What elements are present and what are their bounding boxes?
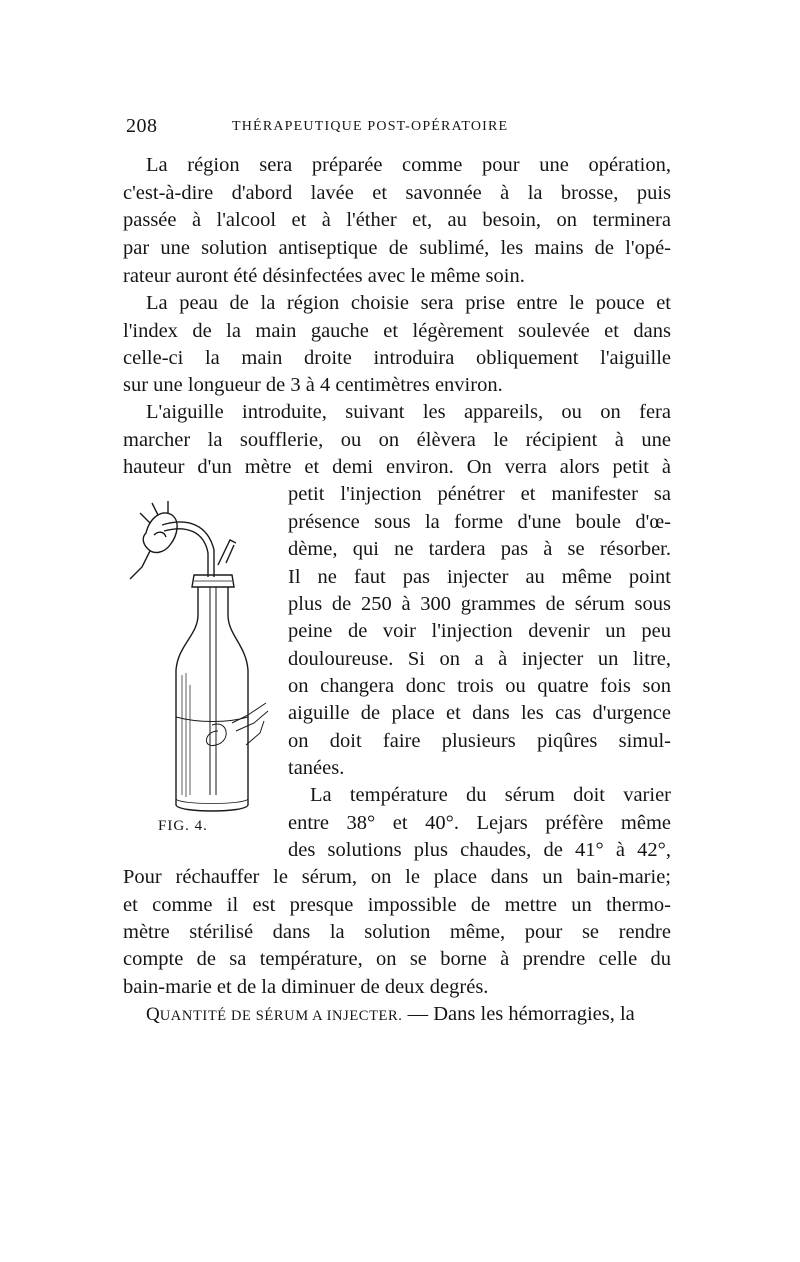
text-line: présence sous la forme d'une boule d'œ-	[288, 511, 671, 533]
text-line: La peau de la région choisie sera prise entre le pouce et	[146, 292, 671, 314]
text-line: celle-ci la main droite introduira obliquement l'aiguille	[123, 347, 671, 369]
figure-caption: FIG. 4.	[158, 818, 208, 834]
text-line: hauteur d'un mètre et demi environ. On verra alors petit à	[123, 456, 671, 478]
section-heading: UANTITÉ DE SÉRUM A INJECTER.	[159, 1008, 403, 1024]
text-line: aiguille de place et dans les cas d'urgence	[288, 702, 671, 724]
text-line: on doit faire plusieurs piqûres simul-	[288, 730, 671, 752]
text-line: rateur auront été désinfectées avec le même soin.	[123, 265, 525, 287]
text-line: mètre stérilisé dans la solution même, pour se rendre	[123, 921, 671, 943]
text-line: compte de sa température, on se borne à prendre celle du	[123, 948, 671, 970]
text-line: sur une longueur de 3 à 4 centimètres environ.	[123, 374, 503, 396]
text-line: passée à l'alcool et à l'éther et, au besoin, on terminera	[123, 209, 671, 231]
text-line: peine de voir l'injection devenir un peu	[288, 620, 671, 642]
text-line: on changera donc trois ou quatre fois son	[288, 675, 671, 697]
serum-bottle-illustration	[128, 495, 278, 845]
page-number: 208	[126, 115, 158, 137]
text-line: Il ne faut pas injecter au même point	[288, 566, 671, 588]
section-heading-line	[146, 999, 635, 1029]
page-header	[126, 115, 671, 141]
text-line: La température du sérum doit varier	[310, 784, 671, 806]
text-line: l'index de la main gauche et légèrement soulevée et dans	[123, 320, 671, 342]
text-line: tanées.	[288, 757, 345, 779]
text-line: Pour réchauffer le sérum, on le place dans un bain-marie;	[123, 866, 671, 888]
text-line: c'est-à-dire d'abord lavée et savonnée à la brosse, puis	[123, 182, 671, 204]
text-line: bain-marie et de la diminuer de deux degrés.	[123, 976, 489, 998]
running-title: THÉRAPEUTIQUE POST-OPÉRATOIRE	[232, 119, 509, 134]
text-line: et comme il est presque impossible de mettre un thermo-	[123, 894, 671, 916]
text-line: petit l'injection pénétrer et manifester sa	[288, 483, 671, 505]
text-line: — Dans les hémorragies, la	[402, 1003, 635, 1025]
text-line: L'aiguille introduite, suivant les appareils, ou on fera	[146, 401, 671, 423]
text-line: dème, qui ne tardera pas à se résorber.	[288, 538, 671, 560]
text-line: des solutions plus chaudes, de 41° à 42°,	[288, 839, 671, 861]
text-line: plus de 250 à 300 grammes de sérum sous	[288, 593, 671, 615]
text-line: par une solution antiseptique de sublimé, les mains de l'opé-	[123, 237, 671, 259]
text-line: douloureuse. Si on a à injecter un litre,	[288, 648, 671, 670]
text-line: marcher la soufflerie, ou on élèvera le récipient à une	[123, 429, 671, 451]
text-line: La région sera préparée comme pour une opération,	[146, 154, 671, 176]
section-heading-initial: Q	[146, 1004, 160, 1025]
text-line: entre 38° et 40°. Lejars préfère même	[288, 812, 671, 834]
